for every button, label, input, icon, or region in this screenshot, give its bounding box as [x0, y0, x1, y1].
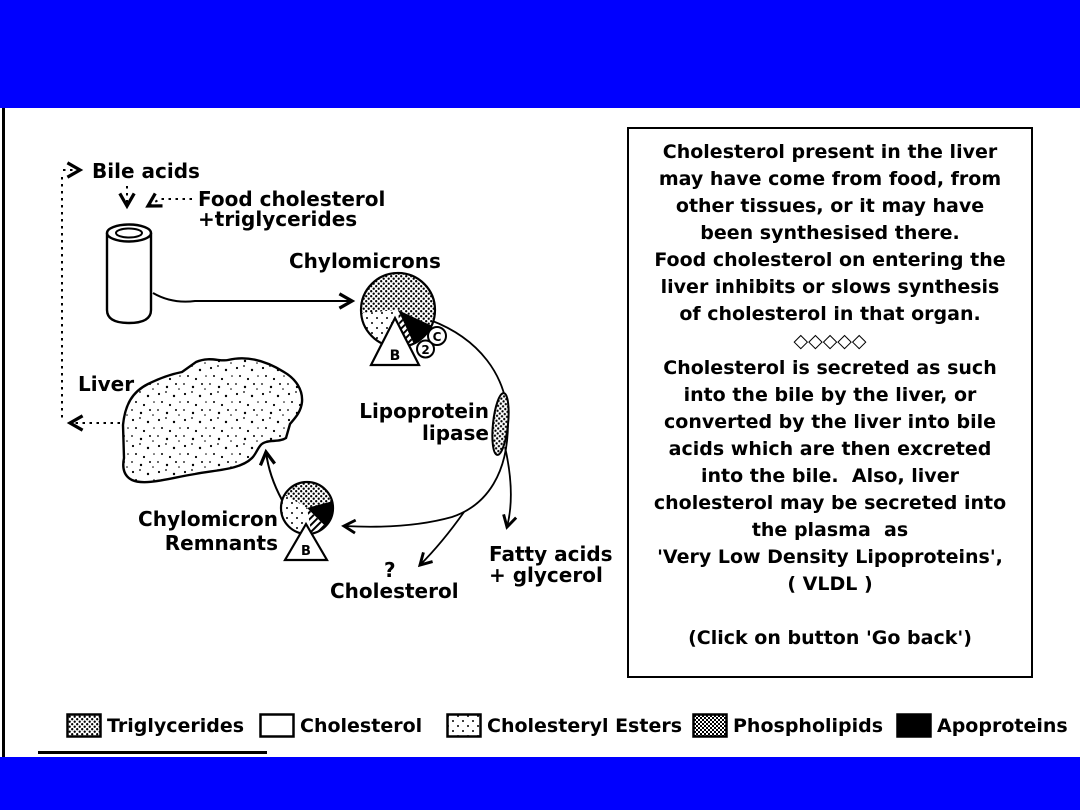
apo-c-label: C	[432, 330, 442, 344]
info-line: ( VLDL )	[787, 573, 873, 595]
gut-to-chylomicron-arrow	[153, 293, 352, 302]
panel-left-border	[2, 108, 5, 757]
apo-b-label: B	[301, 544, 311, 559]
info-line: liver inhibits or slows synthesis	[660, 276, 1000, 298]
remnant-to-liver-arrow	[266, 452, 282, 500]
info-line: Cholesterol is secreted as such	[663, 357, 997, 379]
info-line: into the bile. Also, liver	[701, 465, 959, 487]
lipoprotein-lipase-enzyme	[490, 392, 511, 455]
info-line: Cholesterol present in the liver	[662, 141, 998, 163]
lipoprotein-lipase-label-2: lipase	[422, 421, 489, 445]
info-line: of cholesterol in that organ.	[679, 303, 981, 325]
food-cholesterol-label-2: +triglycerides	[198, 207, 358, 231]
legend-label: Apoproteins	[937, 714, 1068, 737]
info-line: cholesterol may be secreted into	[653, 492, 1007, 514]
info-line: been synthesised there.	[700, 222, 960, 244]
apo-2-label: 2	[421, 343, 430, 357]
chylomicrons-label: Chylomicrons	[289, 249, 441, 273]
chylomicron-pie	[361, 273, 446, 365]
legend-label: Triglycerides	[107, 714, 245, 737]
info-line: acids which are then excreted	[668, 438, 992, 460]
fatty-acids-arrow	[505, 447, 511, 527]
chylomicron-remnants-label-1: Chylomicron	[138, 507, 278, 531]
info-line: may have come from food, from	[658, 168, 1002, 190]
diamond-separator: ◇◇◇◇◇	[793, 330, 867, 352]
info-line-blank	[629, 598, 1031, 625]
apo-b-label: B	[389, 348, 401, 364]
info-line: 'Very Low Density Lipoproteins',	[657, 546, 1003, 568]
liver-label: Liver	[78, 372, 135, 396]
partial-button-edge[interactable]	[38, 751, 267, 754]
remnant-pie	[281, 482, 333, 560]
fatty-acids-label-2: + glycerol	[489, 563, 603, 587]
chylomicron-remnants-label-2: Remnants	[164, 531, 278, 555]
question-mark-label: ?	[384, 558, 396, 582]
bile-acids-label: Bile acids	[92, 159, 200, 183]
liver-shape	[123, 358, 302, 482]
cholesterol-label: Cholesterol	[330, 579, 459, 603]
info-line: Food cholesterol on entering the	[654, 249, 1006, 271]
go-back-hint: (Click on button 'Go back')	[688, 627, 972, 649]
fatty-acids-label-1: Fatty acids	[489, 542, 613, 566]
legend-label: Phospholipids	[733, 714, 884, 737]
info-box	[627, 127, 1033, 678]
lipoprotein-lipase-label-1: Lipoprotein	[359, 399, 489, 423]
info-line: the plasma as	[751, 519, 909, 541]
info-line: other tissues, or it may have	[675, 195, 985, 217]
content-panel	[0, 108, 1080, 757]
info-line: converted by the liver into bile	[664, 411, 996, 433]
legend-label: Cholesteryl Esters	[487, 714, 683, 737]
food-cholesterol-label-1: Food cholesterol	[198, 187, 386, 211]
legend-label: Cholesterol	[300, 714, 423, 737]
info-line: into the bile by the liver, or	[683, 384, 977, 406]
intestine-cylinder	[107, 225, 151, 324]
